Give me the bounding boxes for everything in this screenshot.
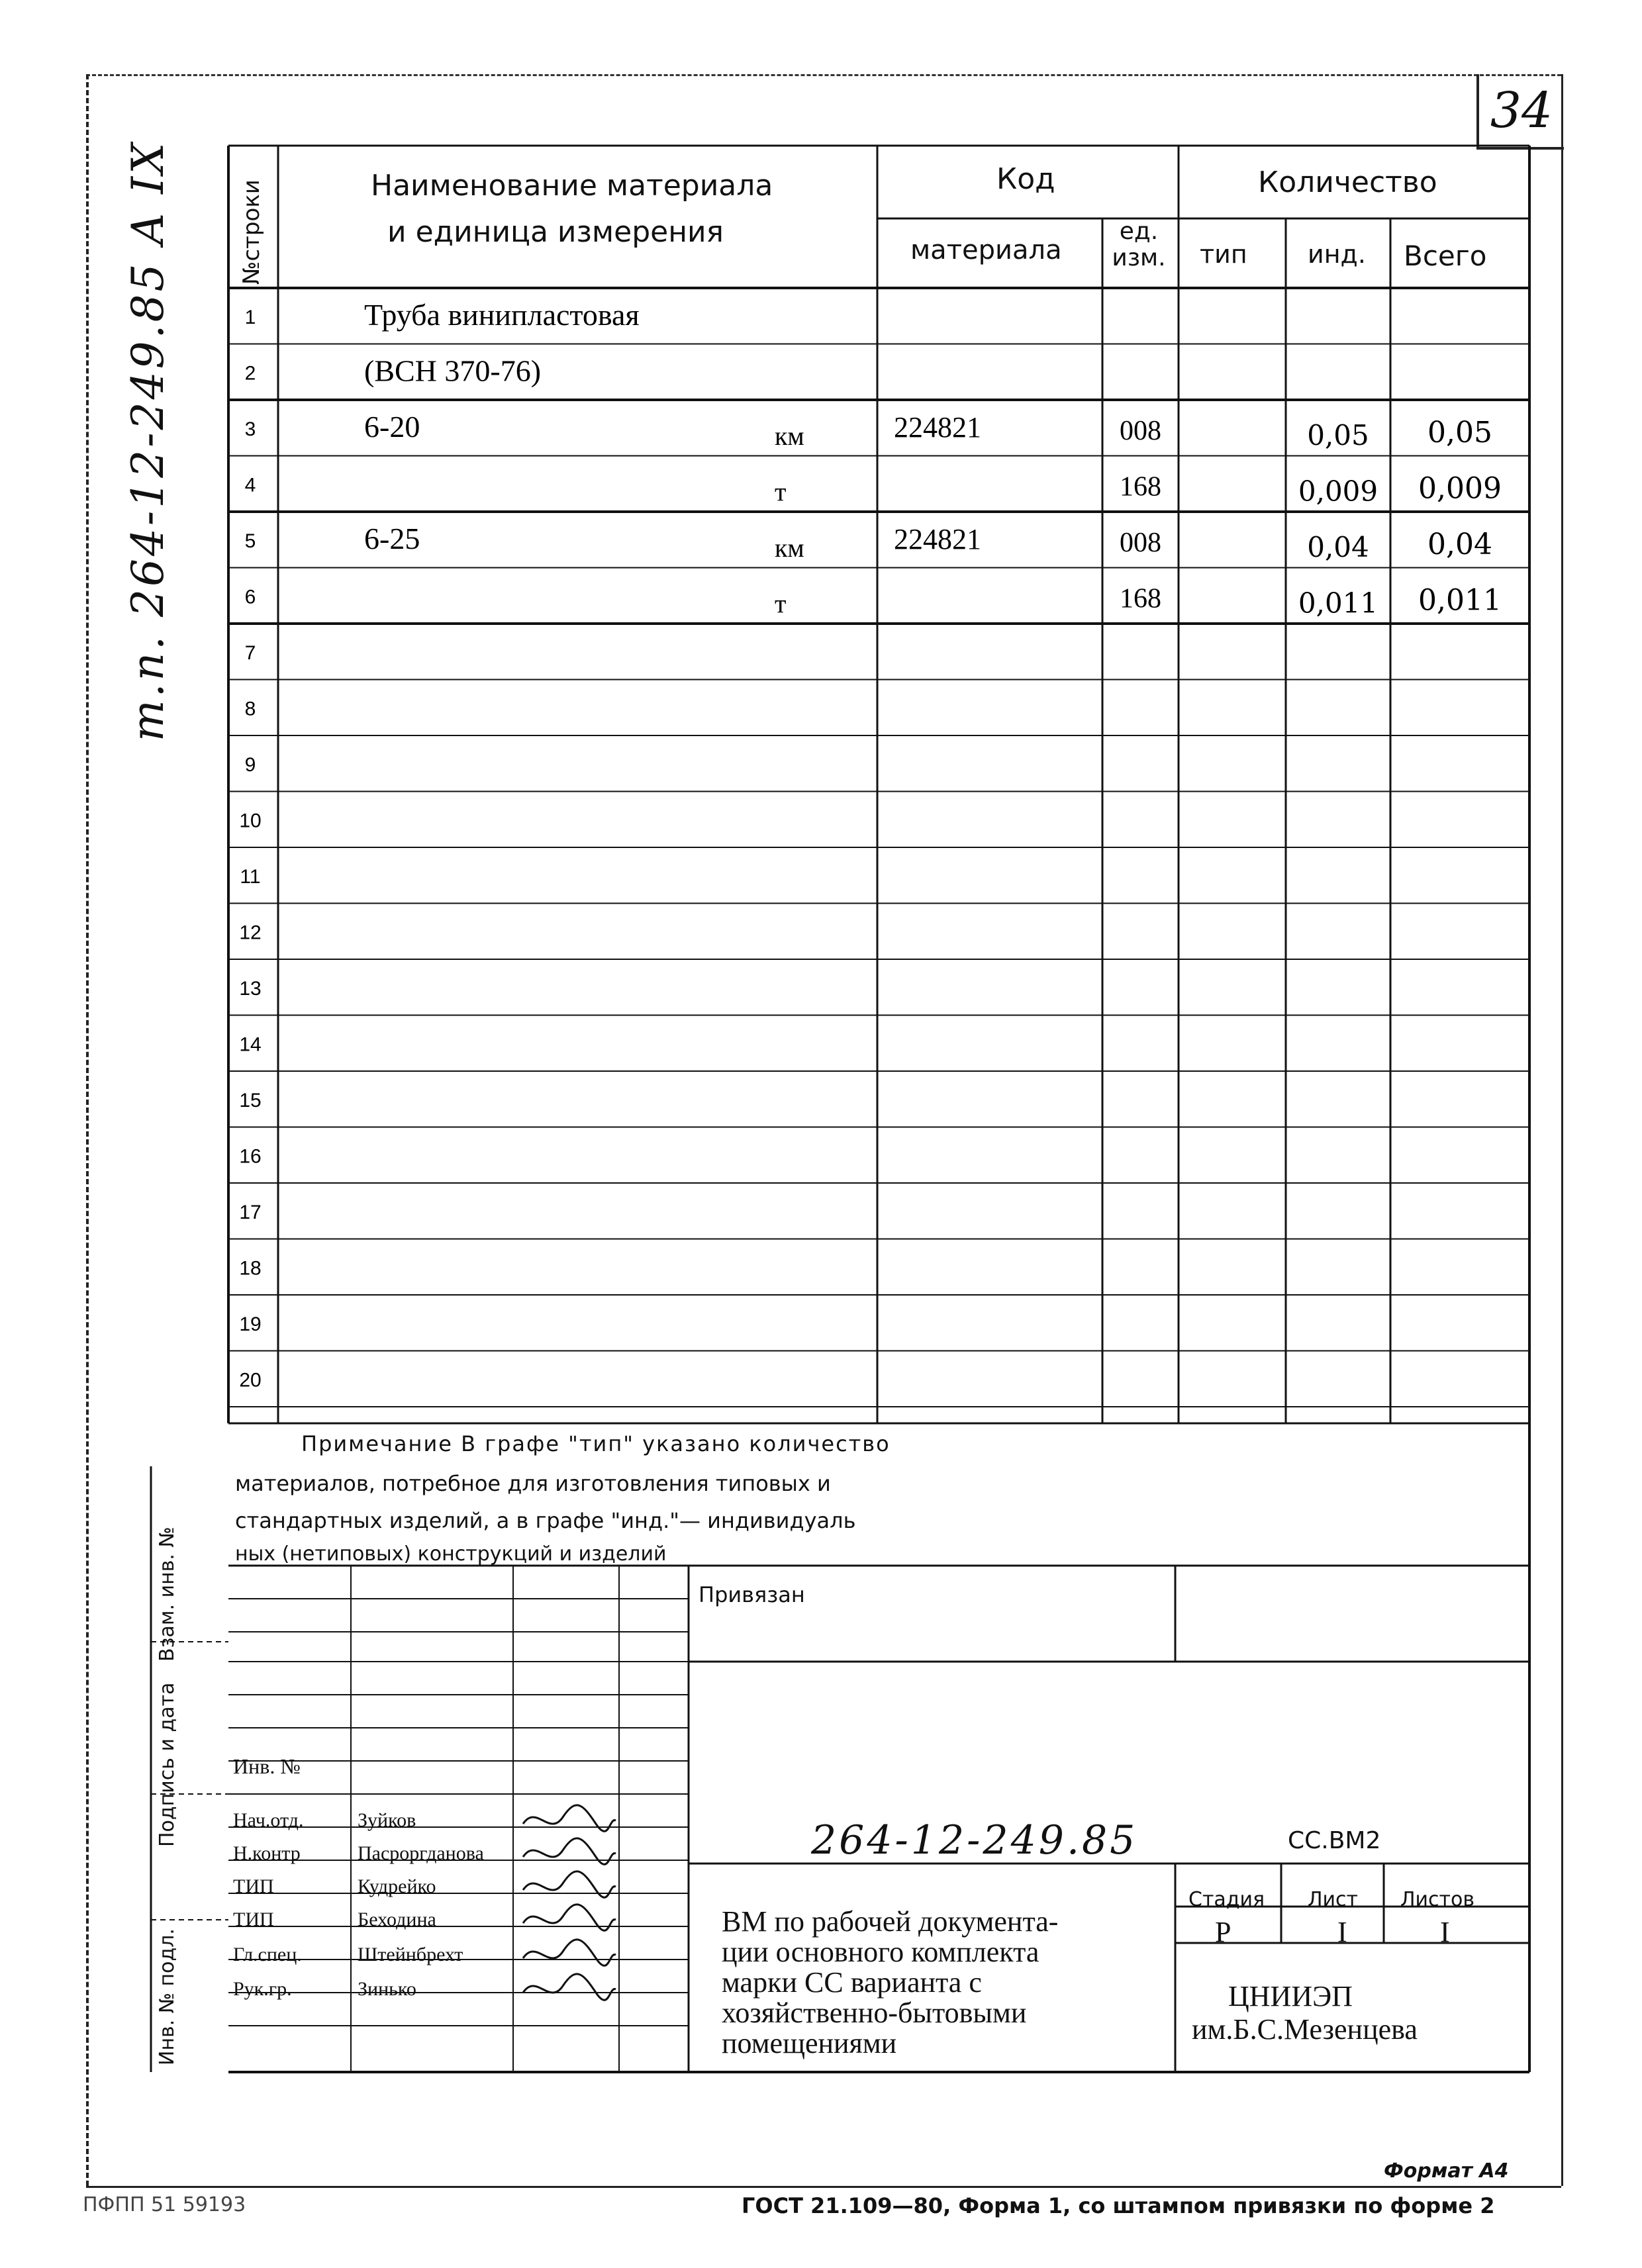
row-unit-code: 008 xyxy=(1120,416,1161,446)
row-number: 1 xyxy=(244,307,256,328)
footer-format: Формат А4 xyxy=(1384,2159,1509,2183)
note-line2: материалов, потребное для изготовления типовых и xyxy=(235,1471,831,1496)
row-number: 2 xyxy=(244,362,256,385)
stamp-person-name: Штейнбрехт xyxy=(358,1944,463,1965)
row-number: 5 xyxy=(244,530,256,552)
side-field-inv-podl: Инв. № подл. xyxy=(156,1928,179,2065)
row-number: 13 xyxy=(239,978,262,1000)
note-line3: стандартных изделий, а в графе "инд."— индивидуаль xyxy=(235,1508,856,1533)
stamp-role: ТИП xyxy=(233,1909,274,1930)
header-row-number: №строки xyxy=(238,179,265,285)
stamp-stage: Р xyxy=(1215,1916,1232,1948)
stamp-mark: СС.ВМ2 xyxy=(1288,1827,1381,1854)
side-project-label: т.п. 264-12-249.85 A IX xyxy=(122,140,173,741)
row-unit-code: 168 xyxy=(1120,583,1161,614)
row-number: 10 xyxy=(239,810,262,832)
row-qty-ind: 0,04 xyxy=(1307,531,1369,563)
row-qty-ind: 0,011 xyxy=(1298,587,1378,620)
row-material-name: 6-20 xyxy=(364,410,420,444)
row-number: 7 xyxy=(244,642,256,664)
stamp-org-line1: ЦНИИЭП xyxy=(1228,1980,1353,2012)
header-qty-ind: инд. xyxy=(1308,240,1366,269)
stamp-title-line3: марки СС варианта с xyxy=(722,1966,982,1999)
sheet-number: 34 xyxy=(1476,74,1564,150)
row-qty-total: 0,04 xyxy=(1427,528,1492,561)
row-qty-ind: 0,05 xyxy=(1307,419,1369,451)
row-number: 19 xyxy=(239,1313,262,1335)
stamp-person-name: Пасроргданова xyxy=(358,1842,484,1864)
row-number: 17 xyxy=(239,1202,262,1223)
row-material-code: 224821 xyxy=(894,523,981,555)
row-qty-total: 0,05 xyxy=(1427,416,1492,449)
stamp-title-line4: хозяйственно-бытовыми xyxy=(722,1997,1027,2029)
stamp-title-line5: помещениями xyxy=(722,2027,897,2059)
stamp-sheet: I xyxy=(1337,1916,1347,1948)
header-qty-type: тип xyxy=(1200,240,1247,269)
note-line1: Примечание В графе "тип" указано количество xyxy=(301,1431,891,1456)
note-line4: ных (нетиповых) конструкций и изделий xyxy=(235,1542,667,1566)
stamp-sheets-label: Листов xyxy=(1400,1888,1475,1911)
side-field-vzam: Взам. инв. № xyxy=(156,1527,179,1662)
row-number: 3 xyxy=(244,418,256,440)
row-unit: км xyxy=(775,533,804,563)
footer-gost: ГОСТ 21.109—80, Форма 1, со штампом привязки по форме 2 xyxy=(742,2193,1495,2218)
row-unit-code: 168 xyxy=(1120,471,1161,502)
row-number: 6 xyxy=(244,586,256,608)
row-qty-total: 0,011 xyxy=(1418,583,1502,618)
stamp-sheets: I xyxy=(1440,1916,1450,1948)
stamp-privyazan: Привязан xyxy=(699,1582,805,1607)
stamp-sheet-label: Лист xyxy=(1308,1888,1359,1911)
row-qty-total: 0,009 xyxy=(1418,471,1502,506)
stamp-role: Гл.спец. xyxy=(233,1944,302,1965)
row-unit: т xyxy=(775,589,787,619)
stamp-role: ТИП xyxy=(233,1875,274,1897)
stamp-person-name: Кудрейко xyxy=(358,1875,436,1897)
stamp-role: Нач.отд. xyxy=(233,1809,304,1831)
row-number: 9 xyxy=(244,754,256,776)
row-number: 18 xyxy=(239,1257,262,1280)
stamp-title xyxy=(722,1907,1058,2059)
row-number: 15 xyxy=(239,1090,262,1111)
row-number: 14 xyxy=(239,1033,262,1056)
row-number: 16 xyxy=(239,1145,262,1168)
row-number: 11 xyxy=(240,866,261,888)
row-number: 12 xyxy=(239,921,262,944)
header-qty-total: Всего xyxy=(1404,240,1487,272)
stamp-title-line1: ВМ по рабочей документа- xyxy=(722,1905,1059,1938)
row-number: 20 xyxy=(239,1369,262,1392)
stamp-inv-no: Инв. № xyxy=(233,1754,301,1778)
signature-scribble xyxy=(523,1940,616,1965)
row-unit: км xyxy=(775,421,804,451)
stamp-title-line2: ции основного комплекта xyxy=(722,1936,1039,1968)
signature-scribble xyxy=(523,1974,616,2000)
row-number: 4 xyxy=(244,474,256,496)
stamp-stage-label: Стадия xyxy=(1188,1888,1265,1911)
row-material-name: Труба винипластовая xyxy=(364,298,640,332)
stamp-person-name: Зуйков xyxy=(358,1809,416,1831)
header-name-line1: Наименование материала xyxy=(371,169,773,203)
header-name-line2: и единица измерения xyxy=(387,215,724,249)
row-unit-code: 008 xyxy=(1120,528,1161,558)
row-qty-ind: 0,009 xyxy=(1298,475,1378,508)
header-code: Код xyxy=(996,162,1055,196)
stamp-doc-code: 264-12-249.85 xyxy=(811,1817,1138,1864)
stamp-person-name: Беходина xyxy=(358,1909,436,1930)
stamp-org-line2: им.Б.С.Мезенцева xyxy=(1192,2013,1418,2046)
footer-left: ПФПП 51 59193 xyxy=(83,2193,246,2216)
header-quantity: Количество xyxy=(1258,165,1437,199)
header-code-material: материала xyxy=(910,235,1062,265)
row-material-code: 224821 xyxy=(894,411,981,444)
stamp-person-name: Зинько xyxy=(358,1978,416,2000)
row-material-name: 6-25 xyxy=(364,522,420,555)
row-material-name: (ВСН 370-76) xyxy=(364,354,542,388)
row-unit: т xyxy=(775,477,787,507)
side-field-podpis: Подпись и дата xyxy=(156,1682,179,1847)
header-code-unit: ед. изм. xyxy=(1112,218,1166,271)
row-number: 8 xyxy=(244,698,256,720)
stamp-role: Рук.гр. xyxy=(233,1978,292,2000)
stamp-role: Н.контр xyxy=(233,1842,301,1864)
